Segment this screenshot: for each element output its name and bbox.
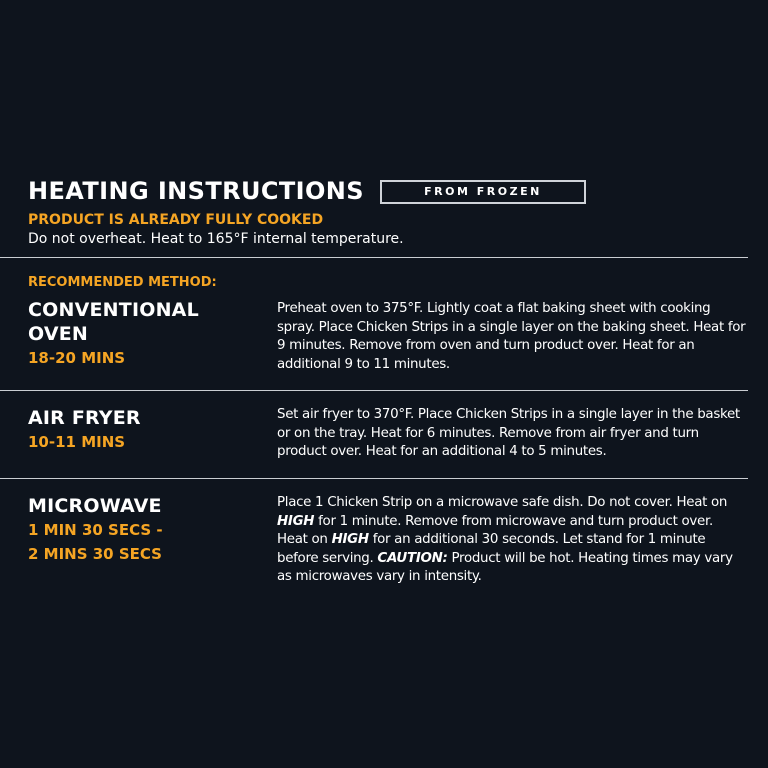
- fully-cooked-note: PRODUCT IS ALREADY FULLY COOKED: [28, 212, 324, 228]
- method-oven: [28, 298, 258, 370]
- method-microwave-time-line1: 1 MIN 30 SECS -: [28, 521, 163, 539]
- method-microwave: [28, 494, 258, 566]
- method-oven-time: 18-20 MINS: [28, 349, 126, 367]
- recommended-method-label: RECOMMENDED METHOD:: [28, 275, 217, 290]
- method-oven-description: Preheat oven to 375°F. Lightly coat a flat baking sheet with cooking spray. Place Chicken Strips in a single layer on the baking sheet. Heat for 9 minutes. Remove from oven and turn product over. Heat for an additional 9 to 11 minutes.: [277, 301, 746, 372]
- page-title: HEATING INSTRUCTIONS: [28, 177, 364, 205]
- method-air-fryer-time: 10-11 MINS: [28, 433, 126, 451]
- from-frozen-badge: FROM FROZEN: [380, 180, 586, 204]
- divider-air-fryer: [0, 478, 748, 479]
- method-air-fryer-description: Set air fryer to 370°F. Place Chicken Strips in a single layer in the basket or on the tray. Heat for 6 minutes. Remove from air fryer and turn product over. Heat for an additional 4 to 5 minutes.: [277, 407, 740, 460]
- method-microwave-description: [277, 494, 747, 587]
- method-microwave-time-line2: 2 MINS 30 SECS: [28, 545, 162, 563]
- temperature-note: Do not overheat. Heat to 165°F internal temperature.: [28, 231, 404, 247]
- microwave-desc-part2: for 1 minute. Remove from microwave and turn product over. Heat on: [277, 513, 713, 548]
- divider-top: [0, 257, 748, 258]
- divider-oven: [0, 390, 748, 391]
- method-air-fryer: [28, 406, 258, 454]
- microwave-caution: CAUTION:: [377, 550, 448, 566]
- microwave-high-2: HIGH: [331, 532, 369, 548]
- method-oven-name-line2: OVEN: [28, 323, 89, 345]
- microwave-desc-part3: for an additional 30 seconds. Let stand for 1 minute before serving.: [277, 532, 706, 566]
- method-air-fryer-name: AIR FRYER: [28, 407, 141, 429]
- method-oven-name-line1: CONVENTIONAL: [28, 299, 199, 321]
- method-microwave-name: MICROWAVE: [28, 495, 162, 517]
- microwave-high-1: HIGH: [277, 513, 315, 529]
- microwave-desc-part4: Product will be hot. Heating times may vary as microwaves vary in intensity.: [277, 550, 733, 585]
- microwave-desc-part1: Place 1 Chicken Strip on a microwave safe dish. Do not cover. Heat on: [277, 495, 728, 510]
